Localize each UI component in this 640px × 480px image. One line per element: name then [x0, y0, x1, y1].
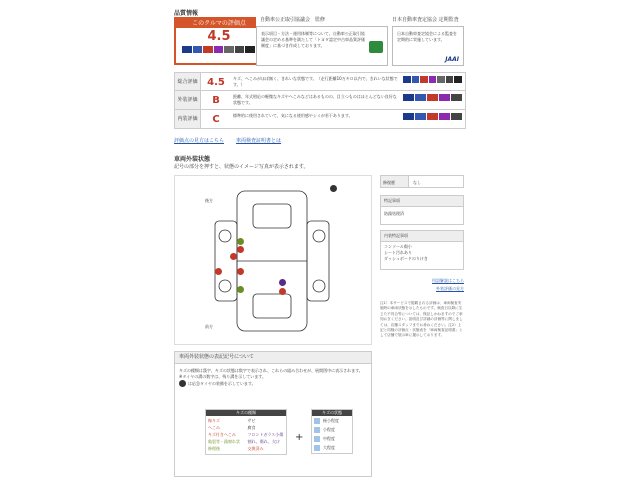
repair-history-value: なし	[413, 180, 421, 185]
vehicle-cert-link[interactable]: 車両検査証明書とは	[236, 138, 282, 144]
evaluation-scale	[182, 46, 256, 53]
car-diagram	[174, 175, 372, 345]
rating-grade-interior: C	[212, 114, 220, 125]
damage-marker-6[interactable]	[237, 286, 244, 293]
exterior-view-link[interactable]: 外装評価の見方	[436, 286, 464, 291]
diagram-front-label: 前方	[205, 324, 213, 329]
damage-marker-7[interactable]	[279, 279, 286, 286]
legend-kind-item: フロントガラス小傷	[247, 432, 284, 437]
legend-kind-item: キズ付きへこみ	[208, 432, 236, 437]
damage-marker-1[interactable]	[237, 238, 244, 245]
interior-note-item: シート汚れあり	[384, 250, 412, 255]
legend-kind-item: 割れ、傷れ、欠け	[247, 439, 280, 444]
damage-marker-rear[interactable]	[330, 185, 337, 192]
eval-view-link[interactable]: 評価点の見方はこちら	[174, 138, 225, 144]
exterior-note: 記号の部分を押すと、状態のイメージ写真が表示されます。	[174, 164, 309, 170]
damage-marker-3[interactable]	[230, 253, 237, 260]
legend-kind-item: へこみ	[208, 425, 220, 430]
legend-state-item: 中程度	[314, 436, 350, 442]
special-notes-label: 特記事項	[380, 195, 464, 207]
special-notes-value: 防錆処理済	[380, 207, 464, 225]
certification-logo	[369, 41, 383, 53]
rating-label-exterior: 外装評価	[175, 91, 201, 109]
inspection-1-body: 表示項目・方法・運用体制等について、自動車公正取引協議会の定める基準を満たして「トヨタ認定中古車品質評価制度」に基づき作成しております。	[261, 31, 365, 48]
damage-marker-5[interactable]	[237, 268, 244, 275]
inspection-box-1	[256, 17, 388, 65]
rating-label-total: 総合評価	[175, 73, 201, 90]
legend-kinds-title: キズの種類	[206, 410, 286, 416]
legend-title: 車両外装状態の表記記号について	[175, 352, 371, 364]
legend-body-3: は応急タイヤの装備を示しています。	[188, 380, 256, 386]
rating-desc-exterior: 距離、年式相応の軽微なキズやへこみなどはあるものの、目立つものはほとんどない良好な状態です。	[233, 94, 397, 105]
section-quality-title: 品質情報	[174, 10, 199, 17]
legend-body-2: ※タイヤの溝の数字は、残り溝を示しています。	[179, 374, 266, 379]
interior-notes-label: 内装特記事項	[380, 230, 464, 242]
rating-grade-exterior: B	[212, 95, 220, 106]
legend-kind-item: 修理後	[208, 446, 220, 451]
legend-body-1: キズの種類は漢字、キズの状態は数字で表示され、これらの組み合わせが、展開図中に表示されます。	[179, 368, 363, 373]
spare-tire-icon	[179, 380, 186, 387]
legend-state-item: 極小程度	[314, 418, 350, 424]
diagram-rear-label: 後方	[205, 198, 213, 203]
damage-marker-4[interactable]	[215, 268, 222, 275]
damage-marker-8[interactable]	[279, 288, 286, 295]
jaai-logo: JAAI	[445, 56, 459, 63]
section-exterior-title: 車両外装状態	[174, 156, 211, 163]
evaluation-score: 4.5	[207, 29, 231, 44]
ratings-table	[174, 72, 466, 129]
legend-kinds-grid	[206, 416, 286, 454]
inspection-2-title: 日本自動車査定協会 定期監査	[392, 17, 459, 23]
interior-note-item: コンソール傷小	[384, 244, 412, 249]
inspection-box-2	[392, 17, 464, 65]
rating-label-interior: 内装評価	[175, 110, 201, 128]
rating-desc-total: キズ、ヘこみがほぼ無く、きれいな状態です。（走行距離10万キロ以内で、きれいな状態です。）	[233, 76, 398, 87]
interior-note-item: ダッシュボードのりけき	[384, 256, 428, 261]
repair-history-label: 修復歴	[381, 176, 409, 187]
legend-kind-item: 腐食	[247, 425, 256, 430]
legend-kind-item: サビ	[247, 418, 256, 423]
legend-kind-item: 交換済み	[247, 446, 264, 451]
terms-link[interactable]: 用語解説はこちら	[432, 278, 464, 283]
legend-kind-item: 線キズ	[208, 418, 220, 423]
car-outline-drawing	[175, 176, 373, 346]
evaluation-header: このクルマの評価点	[176, 19, 262, 28]
damage-marker-2[interactable]	[237, 246, 244, 253]
legend-box	[174, 351, 372, 477]
evaluation-box	[174, 17, 264, 65]
legend-state-item: 小程度	[314, 427, 350, 433]
inspection-2-body: 日本自動車査定協会による監査を定期的に実施しています。	[397, 31, 457, 42]
rating-grade-total: 4.5	[207, 77, 225, 88]
side-info	[380, 175, 464, 339]
legend-states-title: キズの状態	[312, 410, 352, 416]
plus-sign: +	[295, 432, 304, 443]
rating-desc-interior: 標準的に使用されていて、気になる使用感やシミが若干あります。	[233, 113, 353, 118]
inspection-1-title: 自動車公正取引協議会 監修	[260, 17, 326, 23]
legend-kind-item: 亀裂等・錆腐れ状	[208, 439, 240, 444]
legend-state-item: 大程度	[314, 445, 350, 451]
footnotes: 注1）本サービスで掲載される評価は、車両検査実施時の車両状態を示したものです。検査日以降に生じた不具合等については、保証しかねますのでご承知おきください。説明及び詳細の評価等に関しましては、店舗スタッフまでお尋ねください。注2）上記と同様の評価点・状態表を「車両検査証明書」として店舗で展示車に掲示しております。	[380, 301, 463, 338]
